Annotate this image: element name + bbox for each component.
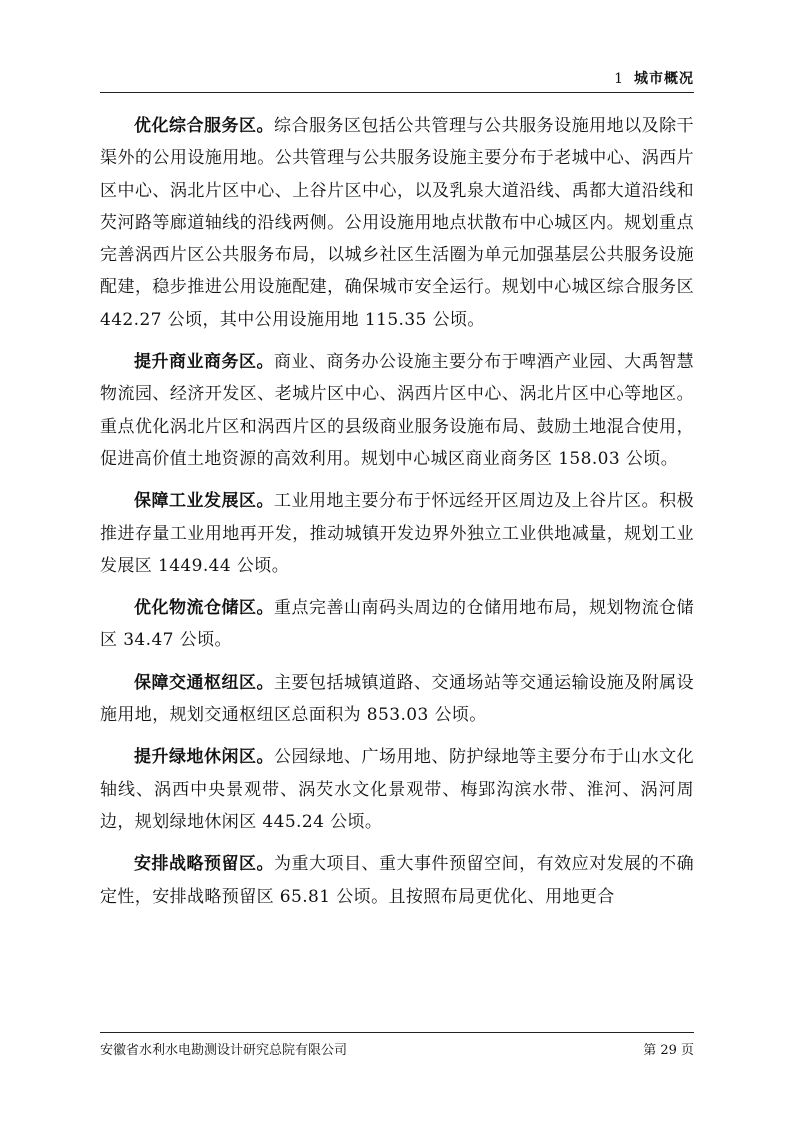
paragraph-transport-hub — [100, 667, 694, 732]
paragraph-green-leisure — [100, 741, 694, 838]
paragraph-text: 重点完善山南码头周边的仓储用地布局，规划物流仓储区 34.47 公顷。 — [100, 598, 694, 651]
chapter-title: 城市概况 — [634, 71, 694, 87]
paragraph-lead: 安排战略预留区。 — [134, 854, 275, 875]
paragraph-text: 综合服务区包括公共管理与公共服务设施用地以及除干渠外的公用设施用地。公共管理与公共服务设施主要分布于老城中心、涡西片区中心、涡北片区中心、上谷片区中心，以及乳泉大道沿线、禹都大道沿线和芡河路等廊道轴线的沿线两侧。公用设施用地点状散布中心城区内。规划重点完善涡西片区公共服务布局，以城乡社区生活圈为单元加强基层公共服务设施配建，稳步推进公用设施配建，确保城市安全运行。规划中心城区综合服务区 442.27 公顷，其中公用设施用地 115.35 公顷。 — [100, 116, 694, 330]
paragraph-lead: 保障工业发展区。 — [134, 491, 275, 512]
paragraph-lead: 保障交通枢纽区。 — [134, 672, 275, 693]
paragraph-text: 为重大项目、重大事件预留空间，有效应对发展的不确定性，安排战略预留区 65.81 公顷。且按照布局更优化、用地更合 — [100, 854, 694, 907]
paragraph-lead: 提升绿地休闲区。 — [134, 747, 275, 768]
page-footer — [100, 1032, 694, 1058]
paragraph-text: 主要包括城镇道路、交通场站等交通运输设施及附属设施用地，规划交通枢纽区总面积为 853.03 公顷。 — [100, 672, 694, 726]
paragraph-text: 商业、商务办公设施主要分布于啤酒产业园、大禹智慧物流园、经济开发区、老城片区中心、涡西片区中心、涡北片区中心等地区。重点优化涡北片区和涡西片区的县级商业服务设施布局、鼓励土地混合使用，促进高价值土地资源的高效利用。规划中心城区商业商务区 158.03 公顷。 — [100, 352, 694, 469]
paragraph-logistics-storage — [100, 592, 694, 657]
paragraph-text: 公园绿地、广场用地、防护绿地等主要分布于山水文化轴线、涡西中央景观带、涡芡水文化景观带、梅郢沟滨水带、淮河、涡河周边，规划绿地休闲区 445.24 公顷。 — [100, 747, 694, 832]
page-number: 第 29 页 — [643, 1043, 694, 1058]
paragraph-lead: 提升商业商务区。 — [134, 352, 275, 373]
paragraph-commercial-business — [100, 346, 694, 475]
page-header — [100, 66, 694, 93]
chapter-number: 1 — [614, 71, 624, 87]
paragraph-text: 工业用地主要分布于怀远经开区周边及上谷片区。积极推进存量工业用地再开发，推动城镇开发边界外独立工业供地减量，规划工业发展区 1449.44 公顷。 — [100, 491, 694, 576]
chapter-heading — [614, 68, 694, 88]
footer-organization: 安徽省水利水电勘测设计研究总院有限公司 — [100, 1043, 348, 1058]
paragraph-lead: 优化物流仓储区。 — [134, 598, 275, 619]
paragraph-strategic-reserve — [100, 848, 694, 913]
paragraph-lead: 优化综合服务区。 — [134, 116, 275, 136]
document-body — [100, 110, 694, 923]
paragraph-industrial-development — [100, 485, 694, 582]
paragraph-comprehensive-service — [100, 110, 694, 336]
